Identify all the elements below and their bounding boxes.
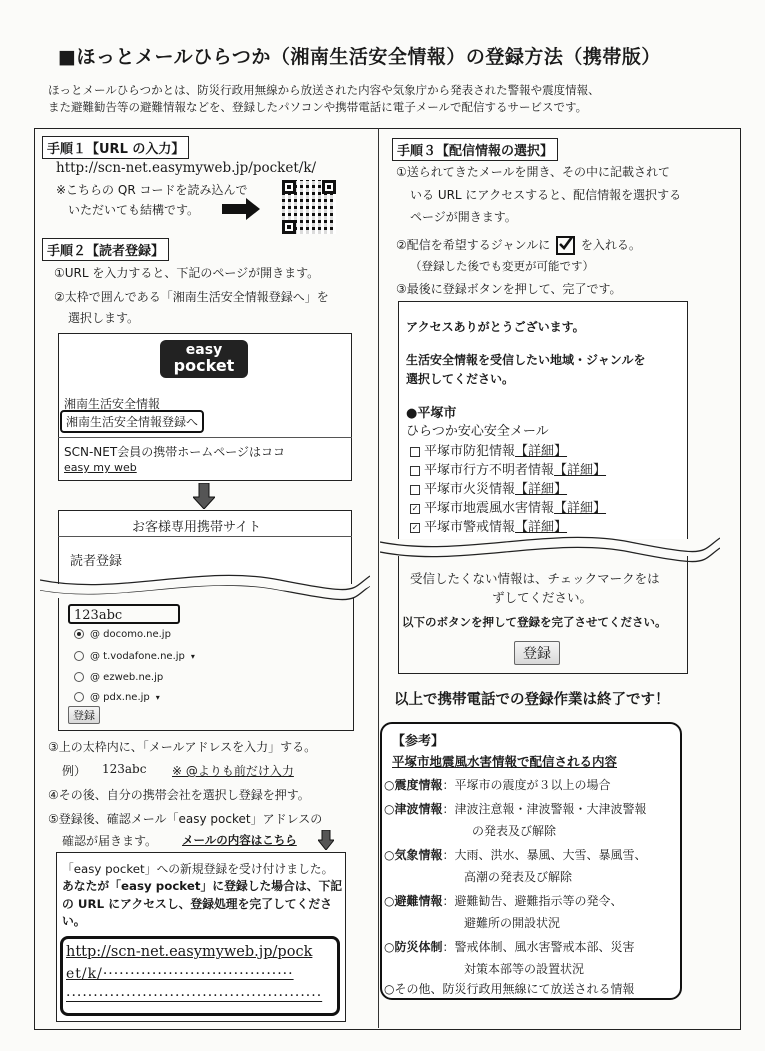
reference-item: ○震度情報：平塚市の震度が３以上の場合: [384, 778, 611, 792]
scn-net-link[interactable]: SCN-NET会員の携帯ホームページはココ: [64, 445, 285, 459]
domain-option[interactable]: @ t.vodafone.ne.jp ▾: [74, 651, 195, 662]
reference-item-cont: 避難所の開設状況: [464, 916, 561, 930]
step2-line: ④その後、自分の携帯会社を選択し登録を押す。: [48, 788, 310, 802]
reference-item: ○気象情報：大雨、洪水、暴風、大雪、暴風雪、: [384, 848, 647, 862]
select-message: 生活安全情報を受信したい地域・ジャンルを: [406, 353, 646, 367]
checkbox-icon[interactable]: [410, 466, 420, 476]
domain-option[interactable]: @ ezweb.ne.jp: [74, 672, 163, 683]
mail-text: 「easy pocket」への新規登録を受け付けました。: [62, 862, 334, 876]
complete-note: 以下のボタンを押して登録を完了させてください。: [402, 615, 667, 629]
reference-subtitle: 平塚市地震風水害情報で配信される内容: [392, 754, 618, 769]
mail-text: い。: [62, 914, 86, 928]
step3-line: ①送られてきたメールを開き、その中に記載されて: [396, 165, 671, 179]
step3-line: （登録した後でも変更が可能です）: [410, 259, 594, 273]
intro-text: [48, 82, 728, 116]
mail-content-note: メールの内容はこちら: [182, 833, 297, 847]
checkbox-icon[interactable]: [410, 447, 420, 457]
example-label: 例）: [62, 764, 87, 778]
column-divider: [378, 128, 379, 1028]
chevron-down-icon[interactable]: ▾: [155, 693, 160, 702]
step2-line: 選択します。: [68, 311, 140, 325]
down-arrow-icon: [193, 483, 215, 509]
uncheck-note: 受信したくない情報は、チェックマークをは: [410, 571, 660, 586]
step2-line: ①URL を入力すると、下記のページが開きます。: [54, 266, 320, 280]
example-value: 123abc: [102, 762, 147, 776]
genre-item[interactable]: ✓ 平塚市警戒情報【詳細】: [411, 520, 568, 535]
checkbox-checked-icon[interactable]: ✓: [411, 522, 419, 532]
mail-text: あなたが「easy pocket」に登録した場合は、下記: [62, 879, 343, 893]
reference-item-cont: 高潮の発表及び解除: [464, 870, 573, 884]
step2-line: ⑤登録後、確認メール「easy pocket」アドレスの: [48, 812, 323, 826]
radio-icon[interactable]: [74, 651, 84, 661]
register-button[interactable]: 登録: [514, 641, 560, 665]
step3-heading: 手順３【配信情報の選択】: [392, 138, 558, 161]
intro-line: ほっとメールひらつかとは、防災行政用無線から放送された内容や気象庁から発表された警報や震度情報、: [48, 83, 600, 97]
intro-line: また避難勧告等の避難情報などを、登録したパソコンや携帯電話に電子メールで配信するサービスです。: [48, 100, 588, 114]
mail-url[interactable]: ···············································: [66, 988, 323, 1004]
checkbox-checked-icon: [556, 236, 575, 255]
checkbox-icon[interactable]: [410, 485, 420, 495]
reference-item-cont: の発表及び解除: [472, 824, 557, 838]
step3-line: ②配信を希望するジャンルに を入れる。: [396, 236, 641, 255]
city-heading: ●平塚市: [406, 406, 457, 421]
chevron-down-icon[interactable]: ▾: [190, 652, 195, 661]
radio-icon[interactable]: [74, 672, 84, 682]
menu-item[interactable]: 湘南生活安全情報: [64, 397, 161, 411]
divider: [58, 437, 352, 438]
mail-text: の URL にアクセスし、登録処理を完了してくださ: [62, 897, 332, 911]
step2-line: ②太枠で囲んである「湘南生活安全情報登録へ」を: [54, 290, 329, 304]
example-note: ※ @よりも前だけ入力: [172, 764, 294, 778]
genre-item[interactable]: 平塚市行方不明者情報【詳細】: [410, 459, 606, 478]
detail-link[interactable]: 【詳細】: [554, 463, 607, 478]
select-message: 選択してください。: [406, 372, 515, 386]
register-link-highlight[interactable]: 湘南生活安全情報登録へ: [60, 410, 204, 433]
qr-note-line: いただいても結構です。: [68, 203, 200, 217]
right-arrow-icon: [222, 198, 262, 220]
genre-item[interactable]: ✓ 平塚市地震風水害情報【詳細】: [411, 501, 607, 516]
detail-link[interactable]: 【詳細】: [515, 444, 568, 459]
page-title: ■ほっとメールひらつか（湘南生活安全情報）の登録方法（携帯版）: [58, 46, 661, 68]
city-subtitle: ひらつか安心安全メール: [406, 424, 549, 439]
radio-selected-icon[interactable]: [74, 629, 84, 639]
step2-line: 確認が届きます。: [62, 834, 158, 848]
done-message: 以上で携帯電話での登録作業は終了です！: [394, 692, 670, 708]
reference-other: ○その他、防災行政用無線にて放送される情報: [384, 982, 635, 996]
step3-line: ページが開きます。: [410, 210, 517, 224]
uncheck-note: ずしてください。: [492, 590, 593, 605]
mail-url[interactable]: et/k/···································: [66, 966, 294, 982]
reference-item: ○津波情報：津波注意報・津波警報・大津波警報: [384, 802, 647, 816]
thanks-message: アクセスありがとうございます。: [406, 320, 585, 334]
detail-link[interactable]: 【詳細】: [515, 520, 568, 535]
domain-option[interactable]: @ docomo.ne.jp: [74, 629, 171, 640]
checkbox-checked-icon[interactable]: ✓: [411, 503, 419, 513]
divider: [58, 536, 352, 537]
radio-icon[interactable]: [74, 692, 84, 702]
step1-heading: 手順１【URL の入力】: [42, 136, 189, 159]
reference-item-cont: 対策本部等の設置状況: [464, 962, 585, 976]
easy-pocket-logo: easy pocket: [160, 340, 248, 378]
step3-line: ③最後に登録ボタンを押して、完了です。: [396, 282, 622, 296]
genre-item[interactable]: 平塚市火災情報【詳細】: [410, 478, 567, 497]
domain-option[interactable]: @ pdx.ne.jp ▾: [74, 692, 160, 703]
down-arrow-icon: [318, 830, 334, 850]
step3-line: いる URL にアクセスすると、配信情報を選択する: [410, 188, 682, 202]
reference-item: ○防災体制：警戒体制、風水害警戒本部、災害: [384, 940, 635, 954]
step2-heading: 手順２【読者登録】: [42, 238, 169, 261]
site-title: お客様専用携帯サイト: [132, 520, 262, 535]
qr-code-icon[interactable]: [282, 180, 336, 234]
detail-link[interactable]: 【詳細】: [515, 482, 568, 497]
step1-url[interactable]: http://scn-net.easymyweb.jp/pocket/k/: [56, 160, 317, 176]
qr-note-line: ※こちらの QR コードを読み込んで: [56, 183, 248, 197]
detail-link[interactable]: 【詳細】: [554, 501, 607, 516]
reference-heading: 【参考】: [392, 734, 445, 749]
genre-item[interactable]: 平塚市防犯情報【詳細】: [410, 440, 567, 459]
reader-registration-label: 読者登録: [70, 554, 123, 569]
register-button[interactable]: 登録: [68, 706, 100, 724]
mail-url[interactable]: http://scn-net.easymyweb.jp/pock: [66, 944, 313, 960]
email-input[interactable]: 123abc: [68, 604, 180, 624]
easy-my-web-link[interactable]: easy my web: [64, 461, 137, 474]
reference-item: ○避難情報：避難勧告、避難指示等の発令、: [384, 894, 623, 908]
step2-line: ③上の太枠内に、「メールアドレスを入力」する。: [48, 740, 317, 754]
